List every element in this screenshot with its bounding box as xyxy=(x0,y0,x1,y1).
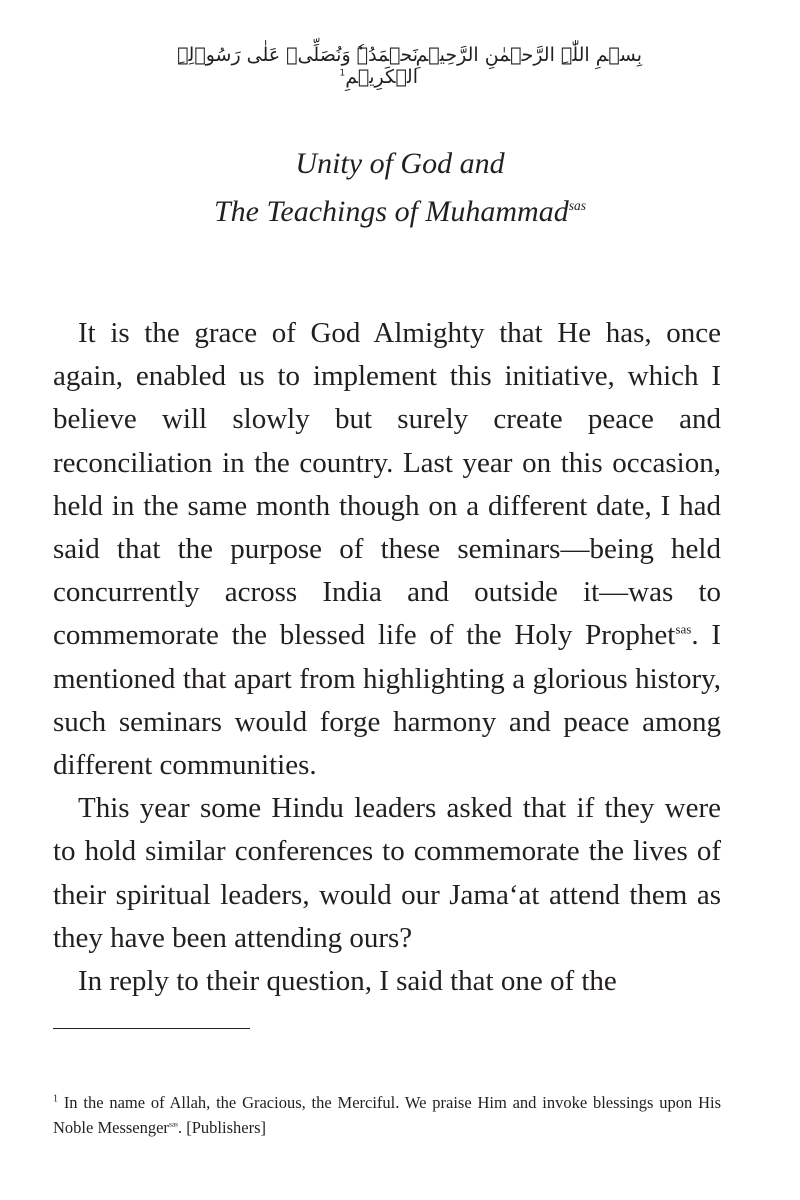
footnote-marker: 1 xyxy=(339,68,346,79)
chapter-title xyxy=(0,140,800,236)
invocation-words: نَحۡمَدُہٗ وَنُصَلِّیۡ عَلٰی رَسُوۡلِہِ الۡکَرِیۡمِ xyxy=(177,44,418,88)
paragraph-2: This year some Hindu leaders asked that if they were to hold similar conferences to commemorate the lives of their spiritual leaders, would our Jama‘at attend them as they have been attending ours? xyxy=(53,792,721,954)
footnote-text-b: . [Publishers] xyxy=(178,1118,266,1137)
title-line-2 xyxy=(0,188,800,236)
paragraph-1-text-b: . I mentioned that apart from highlighting a glorious history, such seminars would forge harmony and peace among different communities. xyxy=(53,619,721,782)
footnote-honorific: sas xyxy=(168,1119,178,1129)
footnote-number: 1 xyxy=(53,1093,58,1105)
body-text xyxy=(53,312,721,1003)
paragraph-1-honorific: sas xyxy=(675,621,692,637)
paragraph-3: In reply to their question, I said that one of the xyxy=(78,965,617,998)
title-line-2-text: The Teachings of Muhammad xyxy=(214,195,569,228)
footnote-text-a: In the name of Allah, the Gracious, the Merciful. We praise Him and invoke blessings upon His Noble Messenger xyxy=(53,1093,721,1137)
title-honorific: sas xyxy=(568,198,586,213)
paragraph-1 xyxy=(53,312,721,787)
title-line-1: Unity of God and xyxy=(295,147,505,180)
arabic-header xyxy=(150,44,650,88)
footnote-divider xyxy=(53,1028,250,1029)
invocation-text xyxy=(150,44,418,88)
bismillah-text: بِسۡمِ اللّٰہِ الرَّحۡمٰنِ الرَّحِیۡمِ xyxy=(415,44,642,66)
footnote xyxy=(53,1090,721,1140)
paragraph-1-text-a: It is the grace of God Almighty that He has, once again, enabled us to implement this initiative, which I believe will slowly but surely create peace and reconciliation in the country. Last year on this occasion, held in the same month though on a different date, I had said that the purpose of these seminars—being held concurrently across India and outside it—was to commemorate the blessed life of the Holy Prophet xyxy=(53,317,721,652)
